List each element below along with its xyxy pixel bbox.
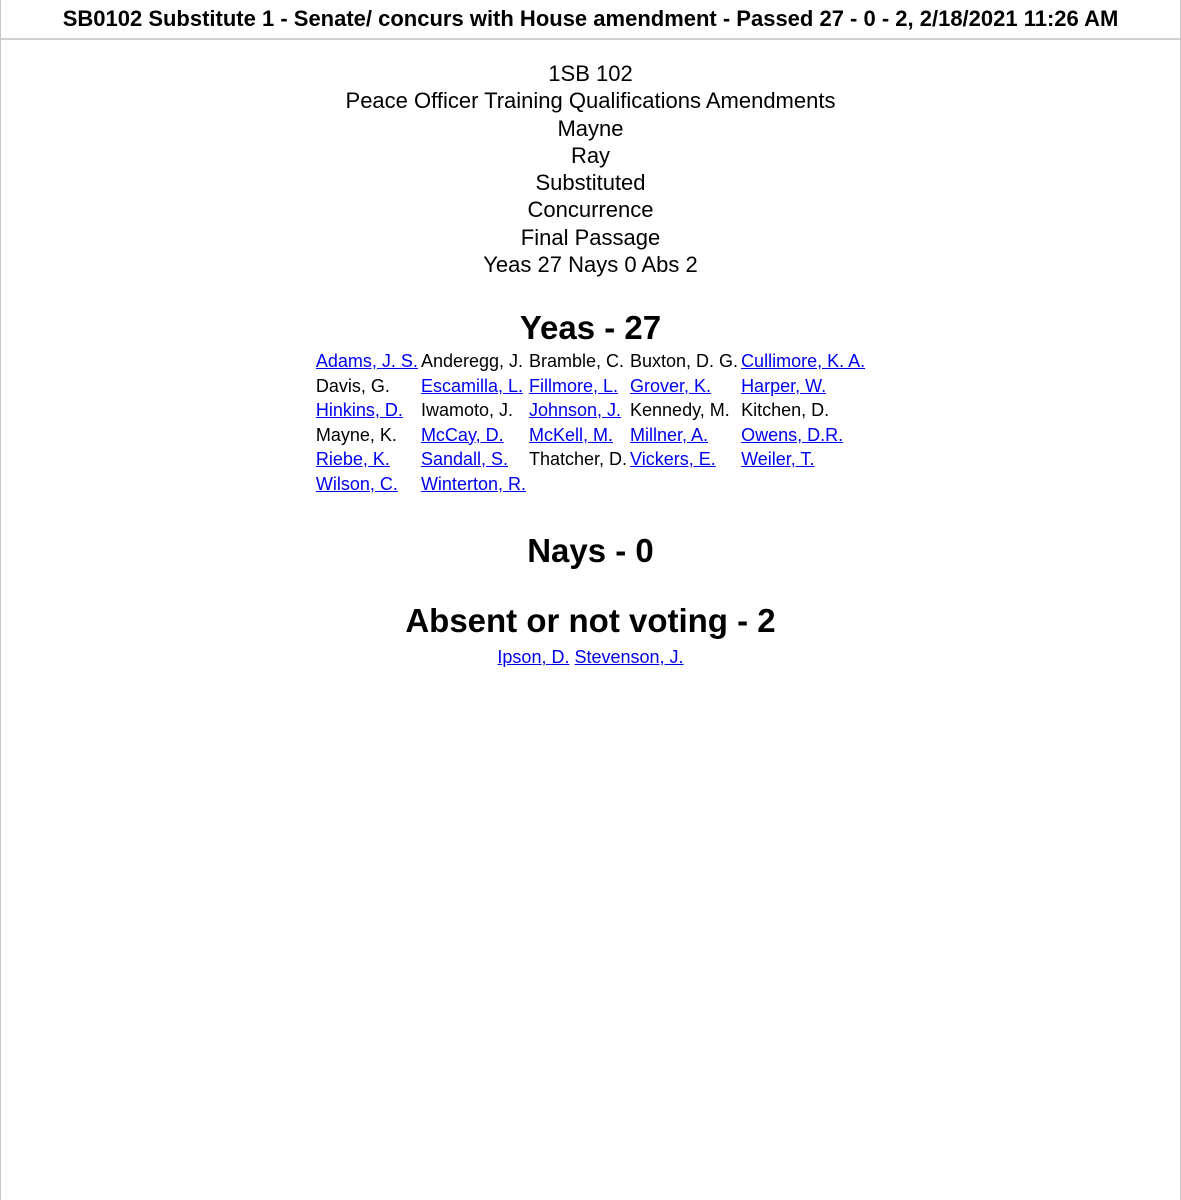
yeas-cell	[630, 375, 738, 398]
yeas-cell	[630, 399, 738, 422]
yeas-cell	[741, 448, 865, 471]
member-link[interactable]: Fillmore, L.	[528, 375, 618, 396]
yeas-cell	[316, 350, 418, 373]
member-name: Bramble, C.	[528, 351, 624, 372]
member-name: Mayne, K.	[315, 424, 397, 445]
yeas-cell	[630, 424, 738, 447]
yeas-row	[316, 375, 865, 398]
member-name: Kitchen, D.	[741, 400, 830, 421]
bill-title: Peace Officer Training Qualifications Amendments	[345, 88, 836, 114]
member-link[interactable]: Millner, A.	[630, 424, 709, 445]
yeas-cell	[421, 473, 526, 496]
yeas-cell	[316, 473, 418, 496]
member-link[interactable]: Weiler, T.	[741, 449, 815, 470]
yeas-heading: Yeas - 27	[519, 309, 662, 347]
member-link[interactable]: Winterton, R.	[420, 473, 526, 494]
member-link[interactable]: Riebe, K.	[315, 449, 390, 470]
yeas-cell	[630, 448, 738, 471]
member-link[interactable]: Vickers, E.	[630, 449, 716, 470]
bill-sponsor: Mayne	[557, 115, 624, 141]
yeas-cell	[316, 424, 418, 447]
yeas-cell	[529, 399, 627, 422]
yeas-cell	[529, 448, 627, 471]
yeas-row	[316, 473, 865, 496]
bill-status-concurrence: Concurrence	[527, 197, 654, 223]
member-link[interactable]: Cullimore, K. A.	[741, 351, 866, 372]
member-name: Davis, G.	[315, 375, 390, 396]
bill-status-substituted: Substituted	[535, 170, 646, 196]
yeas-cell	[741, 424, 865, 447]
member-link[interactable]: McKell, M.	[528, 424, 613, 445]
yeas-cell	[316, 399, 418, 422]
member-link[interactable]: Ipson, D.	[497, 647, 570, 668]
yeas-cell	[741, 350, 865, 373]
yeas-cell	[421, 350, 526, 373]
yeas-cell	[529, 375, 627, 398]
member-link[interactable]: Stevenson, J.	[574, 647, 684, 668]
yeas-cell	[529, 350, 627, 373]
bill-summary	[1, 60, 1180, 278]
yeas-cell	[630, 350, 738, 373]
member-name: Iwamoto, J.	[420, 400, 513, 421]
member-name: Kennedy, M.	[630, 400, 730, 421]
yeas-cell	[316, 375, 418, 398]
yeas-cell	[421, 375, 526, 398]
yeas-row	[316, 448, 865, 471]
yeas-row	[316, 399, 865, 422]
bill-number: 1SB 102	[548, 61, 633, 86]
member-link[interactable]: Johnson, J.	[528, 400, 622, 421]
yeas-cell	[316, 448, 418, 471]
vote-tally: Yeas 27 Nays 0 Abs 2	[483, 252, 698, 278]
member-link[interactable]: Grover, K.	[630, 375, 712, 396]
member-name: Thatcher, D.	[528, 449, 628, 470]
yeas-table-body	[316, 350, 865, 495]
member-link[interactable]: Wilson, C.	[315, 473, 398, 494]
yeas-cell	[421, 399, 526, 422]
yeas-row	[316, 424, 865, 447]
member-link[interactable]: McCay, D.	[420, 424, 504, 445]
floor-sponsor: Ray	[570, 142, 611, 168]
member-link[interactable]: Sandall, S.	[420, 449, 508, 470]
absent-list	[1, 647, 1180, 668]
yeas-cell	[421, 424, 526, 447]
member-link[interactable]: Owens, D.R.	[741, 424, 844, 445]
yeas-cell	[741, 399, 865, 422]
yeas-cell	[741, 375, 865, 398]
yeas-cell	[529, 424, 627, 447]
yeas-row	[316, 350, 865, 373]
page-title: SB0102 Substitute 1 - Senate/ concurs with House amendment - Passed 27 - 0 - 2, 2/18/2021 11:26 AM	[1, 0, 1180, 40]
absent-heading: Absent or not voting - 2	[405, 602, 776, 640]
yeas-cell	[421, 448, 526, 471]
member-link[interactable]: Harper, W.	[741, 375, 827, 396]
bill-status-final-passage: Final Passage	[520, 224, 661, 250]
member-name: Anderegg, J.	[420, 351, 524, 372]
member-link[interactable]: Hinkins, D.	[315, 400, 403, 421]
yeas-table	[313, 348, 868, 497]
member-link[interactable]: Adams, J. S.	[315, 351, 418, 372]
member-name: Buxton, D. G.	[630, 351, 739, 372]
nays-heading: Nays - 0	[527, 532, 654, 570]
member-link[interactable]: Escamilla, L.	[420, 375, 523, 396]
